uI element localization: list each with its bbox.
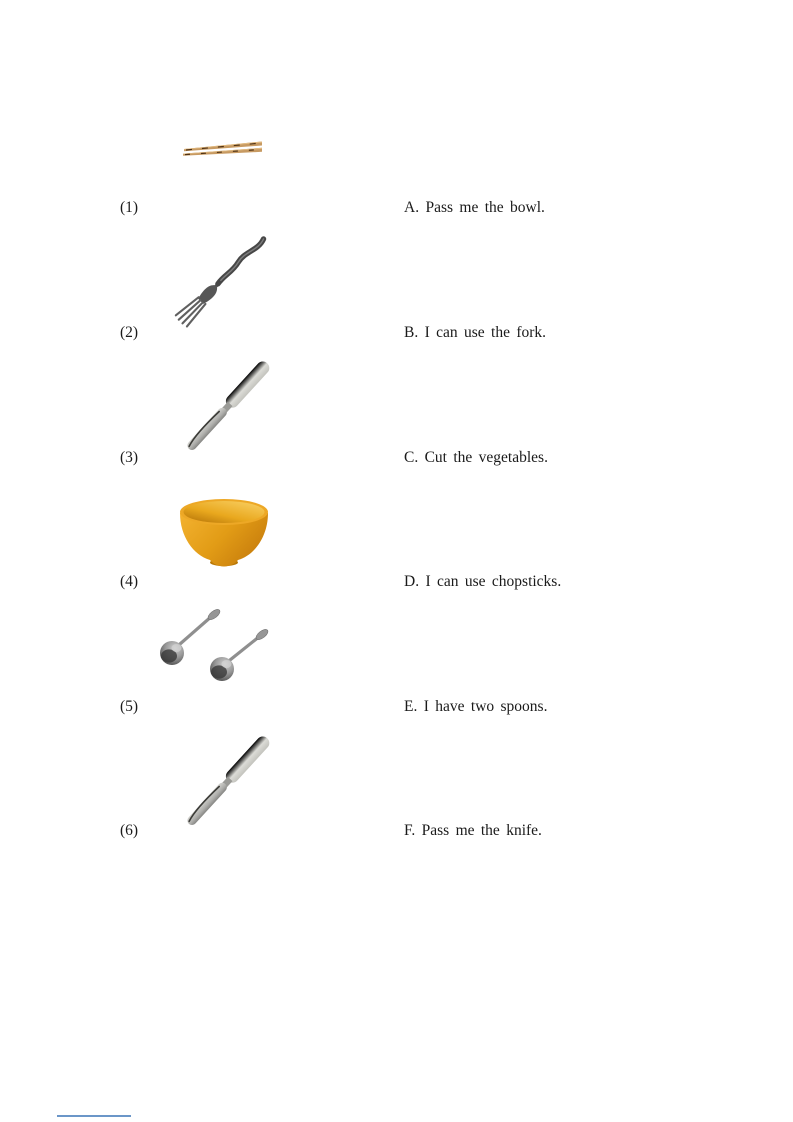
sentence-f: F. Pass me the knife. [404, 822, 542, 839]
knife-icon [182, 733, 274, 831]
item-number-6: (6) [120, 822, 139, 839]
fork-icon [170, 230, 275, 332]
sentence-a: A. Pass me the bowl. [404, 199, 545, 216]
item-number-2: (2) [120, 324, 139, 341]
sentence-b: B. I can use the fork. [404, 324, 547, 341]
item-number-3: (3) [120, 449, 139, 466]
item-number-1: (1) [120, 199, 139, 216]
spoons-icon [152, 607, 270, 689]
sentence-d: D. I can use chopsticks. [404, 573, 562, 590]
bowl-icon [179, 498, 269, 568]
knife-image [182, 358, 274, 456]
fork-image [170, 230, 275, 332]
chopsticks-icon [182, 139, 264, 161]
sentence-e: E. I have two spoons. [404, 698, 548, 715]
chopsticks-image [182, 139, 264, 161]
knife-icon [182, 358, 274, 456]
knife-image-2 [182, 733, 274, 831]
item-number-5: (5) [120, 698, 139, 715]
spoons-image [152, 607, 270, 689]
sentence-c: C. Cut the vegetables. [404, 449, 548, 466]
footer-underline [57, 1115, 131, 1117]
bowl-image [179, 498, 269, 568]
item-number-4: (4) [120, 573, 139, 590]
